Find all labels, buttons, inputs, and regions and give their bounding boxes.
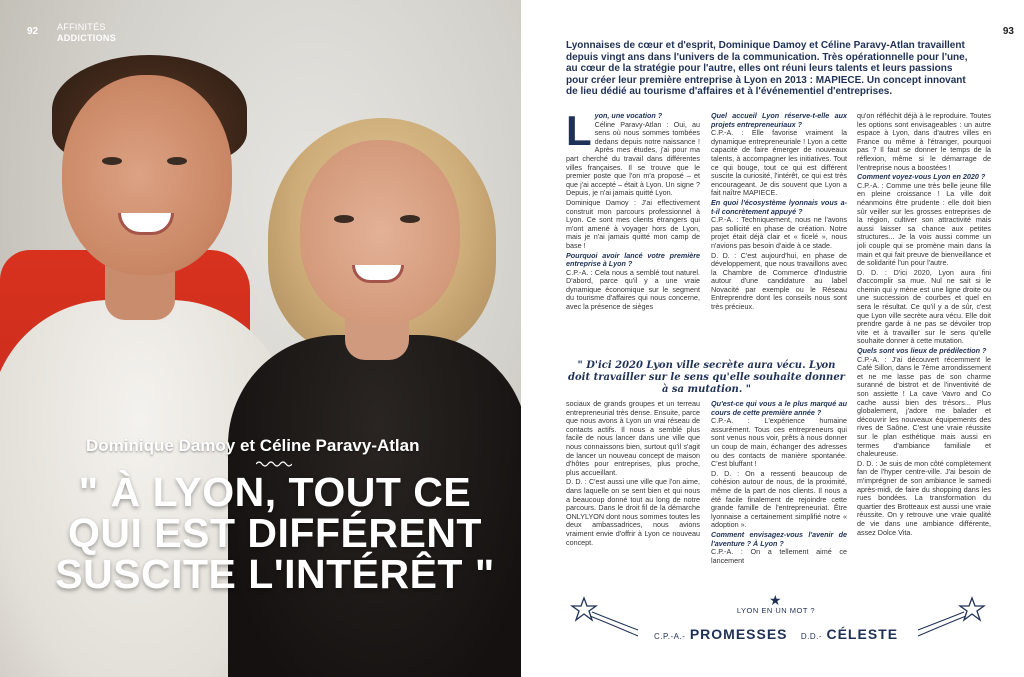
answer: D. D. : Je suis de mon côté complètement fan de l'hyper centre-ville. J'ai besoin de m'imprégner de son ambiance le samedi après-midi, de faire du shopping dans les rues bondées. La transformation du quartier des Brotteaux est aussi une vraie réussite. On y retrouve une vraie qualité de vie dans une ambiance différente, assez Dolce Vita. (857, 458, 991, 537)
question: yon, une vocation ? (594, 112, 663, 120)
column-2-top (711, 112, 847, 360)
smile (118, 213, 174, 235)
question: Qu'est-ce qui vous a le plus marqué au cours de cette première année ? (711, 400, 847, 417)
drop-cap: L (566, 112, 592, 154)
answer: D. D. : C'est aussi une ville que l'on aime, dans laquelle on se sent bien et qui nous a beaucoup donné tout au long de notre parcours. Dans le droit fil de la démarche ONLYLYON dont nous sommes toutes les deux ambassadrices, nous avions vraiment envie d'offrir à Lyon ce nouveau concept. (566, 477, 700, 547)
question: Quel accueil Lyon réserve-t-elle aux projets entrepreneuriaux ? (711, 112, 847, 129)
answer: sociaux de grands groupes et un terreau entrepreneurial très dense. Ensuite, parce que nous avons à Lyon un vrai réseau de contacts actifs. Il nous a semblé plus facile de nous lancer dans une ville que nous connaissons bien, surtout qu'il s'agit de lancer un nouveau concept de maison d'hôtes pour entreprises, plus proche, plus accueillant. (566, 400, 700, 477)
answer: Dominique Damoy : J'ai effectivement construit mon parcours professionnel à Lyon. Ce sont mes clients étrangers qui m'ont amené à voyager hors de Lyon, mais je n'ai jamais quitté mon camp de base ! (566, 197, 700, 250)
question: En quoi l'écosystème lyonnais vous a-t-il concrètement appuyé ? (711, 197, 847, 216)
answer: C.P.-A. : Techniquement, nous ne l'avons pas sollicité en phase de création. Notre projet était déjà clair et « ficelé », nous n'avions pas besoin d'aide à ce stade. (711, 215, 847, 250)
section-label-line1: AFFINITÉS (57, 22, 106, 32)
smile (352, 265, 404, 283)
answer: Céline Paravy-Atlan : Oui, au sens où nous sommes tombées dedans depuis notre naissance ! Après mes études, j'ai pour ma part cherché du travail dans différentes villes françaises. Il se trouve que le premier poste que l'on m'a proposé – et que j'ai accepté – était à Lyon. Un signe ? Depuis, je n'ai jamais quitté Lyon. (566, 119, 700, 198)
section-label (57, 22, 116, 44)
answer: C.P.-A. : J'ai découvert récemment le Café Sillon, dans le 7ème arrondissement et ne me lasse pas de son charme suranné de bistrot et de l'inventivité de son assiette ! La cave Vavro and Co cache aussi bien des trésors... Plus globalement, j'adore me balader et découvrir les nouveaux équipements des rives de Saône. C'est une vraie réussite sur le plan esthétique mais aussi en termes d'ambiance familiale et chaleureuse. (857, 354, 991, 459)
page-number: 92 (27, 26, 39, 37)
one-word-label: LYON EN UN MOT ? (736, 606, 816, 615)
answer: C.P.-A. : Elle favorise vraiment la dynamique entrepreneuriale ! Lyon a cette capacité de faire émerger de nouveaux talents, à accompagner les initiatives. Tout ce qui bouge, tout ce qui est différent suscite la curiosité, l'intérêt, ce qui est très encourageant. Je dis souvent que Lyon a fait naître MAPIECE. (711, 128, 847, 198)
dd-prefix: D.D.- (800, 632, 823, 641)
cp-word: PROMESSES (689, 626, 788, 642)
comet-icon (916, 594, 986, 639)
question: Pourquoi avoir lancé votre première entreprise à Lyon ? (566, 250, 700, 269)
right-page-article (521, 0, 1024, 677)
headline-quote: " À LYON, TOUT CE QUI EST DIFFÉRENT SUSCITE L'INTÉRÊT " (55, 469, 495, 597)
answer: C.P.-A. : On a tellement aimé ce lancement (711, 547, 847, 565)
article-intro: Lyonnaises de cœur et d'esprit, Dominique Damoy et Céline Paravy-Atlan travaillent depuis vingt ans dans l'univers de la communication. Très opérationnelle pour l'une, au cœur de la stratégie pour l'autre, elles ont réuni leurs talents et leurs passions pour créer leur première entreprise à Lyon en 2013 : MAPIECE. Un concept innovant de lieu dédié au tourisme d'affaires et à l'événementiel d'entreprises. (566, 40, 968, 97)
answer: D. D. : D'ici 2020, Lyon aura fini d'accomplir sa mue. Nul ne sait si le chemin qui y mène est une ligne droite ou une succession de courbes et quel en sera le résultat. Ce qu'il y a de sûr, c'est que Lyon ville secrète aura vécu. Elle doit prendre garde à ne pas se dévoiler trop vite et à travailler sur le sens qu'elle souhaite donner à cette mutation. (857, 267, 991, 346)
eye (167, 157, 187, 165)
pull-quote: " D'ici 2020 Lyon ville secrète aura vécu. Lyon doit travailler sur le sens qu'elle souhaite donner à sa mutation. " (568, 360, 845, 395)
star-icon: ★ (769, 592, 782, 608)
answer: D. D. : C'est aujourd'hui, en phase de développement, que nous travaillons avec la Chambre de Commerce d'Industrie autour d'une candidature au label Novacité par exemple ou le Réseau Entreprendre dont les conseils nous sont très précieux. (711, 250, 847, 312)
question: Comment voyez-vous Lyon en 2020 ? (857, 172, 986, 182)
answer: C.P.-A. : Comme une très belle jeune fille en pleine croissance ! La ville doit néanmoins être prudente : elle doit bien sûr veiller sur les grosses entreprises de la région, cultiver son attractivité mais aussi laisser sa chance aux petites structures... Je la vois aussi comme un joli couple qui se promène main dans la main et qui fait preuve de bienveillance et de solidarité l'un pour l'autre. (857, 180, 991, 268)
cp-prefix: C.P.-A.- (653, 632, 686, 641)
answer: C.P.-A. : L'expérience humaine assurément. Tous ces entrepreneurs qui sont venus nous voir, prêts à nous donner un coup de main, échanger des adresses ou des contacts de manière spontanée. C'est bluffant ! (711, 416, 847, 469)
lyon-one-word-box (566, 592, 986, 652)
eye (334, 215, 354, 223)
question: Comment envisagez-vous l'avenir de l'aventure ? À Lyon ? (711, 529, 847, 548)
answer: qu'on réfléchit déjà à le reproduire. Toutes les options sont envisageables : un autre espace à Lyon, dans d'autres villes en France ou même à l'étranger, pourquoi pas ? Il faut se donner le temps de la réflexion, même si le démarrage de l'entreprise nous a boostées ! (857, 112, 991, 172)
woman-face-left (62, 75, 232, 275)
column-1-bottom (566, 400, 700, 570)
answer: D. D. : On a ressenti beaucoup de cohésion autour de nous, de la proximité, même de la part de nos clients. Il nous a été facile finalement de rejoindre cette grande famille de l'entrepreneuriat. Être lyonnaise a certainement simplifié notre « adoption ». (711, 468, 847, 530)
column-2-bottom (711, 400, 847, 590)
page-number: 93 (1002, 26, 1014, 37)
eye (400, 215, 420, 223)
interviewee-names: Dominique Damoy et Céline Paravy-Atlan (86, 436, 420, 455)
eye (102, 157, 122, 165)
woman-face-right (300, 140, 460, 325)
dd-word: CÉLESTE (826, 626, 899, 642)
column-1-top (566, 112, 700, 360)
question: Quels sont vos lieux de prédilection ? (857, 346, 987, 356)
wave-divider-icon (256, 460, 292, 468)
section-label-line2: ADDICTIONS (57, 33, 116, 43)
answer: C.P.-A. : Cela nous a semblé tout naturel. D'abord, parce qu'il y a une vraie dynamique économique sur le segment du tourisme d'affaires qui nous concerne, avec la présence de sièges (566, 267, 700, 312)
column-3 (857, 112, 991, 592)
